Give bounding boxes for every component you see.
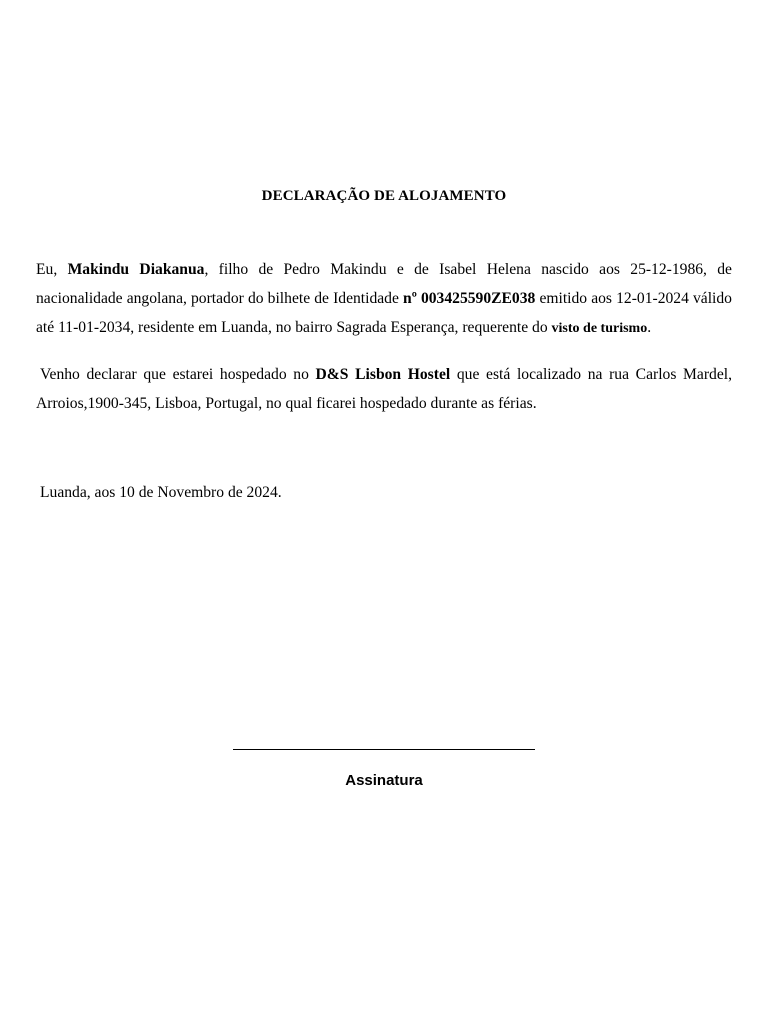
id-number: nº 003425590ZE038	[403, 290, 536, 307]
paragraph2-text-1: Venho declarar que estarei hospedado no	[40, 366, 316, 383]
accommodation-paragraph	[36, 360, 732, 418]
paragraph1-text-1: Eu,	[36, 261, 68, 278]
document-title: DECLARAÇÃO DE ALOJAMENTO	[261, 188, 507, 204]
declarant-paragraph	[36, 255, 732, 343]
visa-type: visto de turismo	[551, 321, 648, 336]
hostel-name: D&S Lisbon Hostel	[315, 366, 451, 383]
paragraph1-text-4: .	[647, 319, 652, 336]
paragraph1-text-3: emitido aos 12-01-2024 válido até 11-01-2034, residente em Luanda, no bairro Sagrada Esperança, requerente do	[36, 290, 732, 336]
signature-label: Assinatura	[345, 772, 423, 789]
paragraph1-text-2: , filho de Pedro Makindu e de Isabel Helena nascido aos 25-12-1986, de nacionalidade angolana, portador do bilhete de Identidade	[36, 261, 732, 307]
declarant-name: Makindu Diakanua	[67, 261, 205, 278]
paragraph2-text-2: que está localizado na rua Carlos Mardel, Arroios,1900-345, Lisboa, Portugal, no qual ficarei hospedado durante as férias.	[36, 366, 732, 412]
signature-line	[233, 749, 535, 750]
place-and-date: Luanda, aos 10 de Novembro de 2024.	[40, 484, 282, 501]
